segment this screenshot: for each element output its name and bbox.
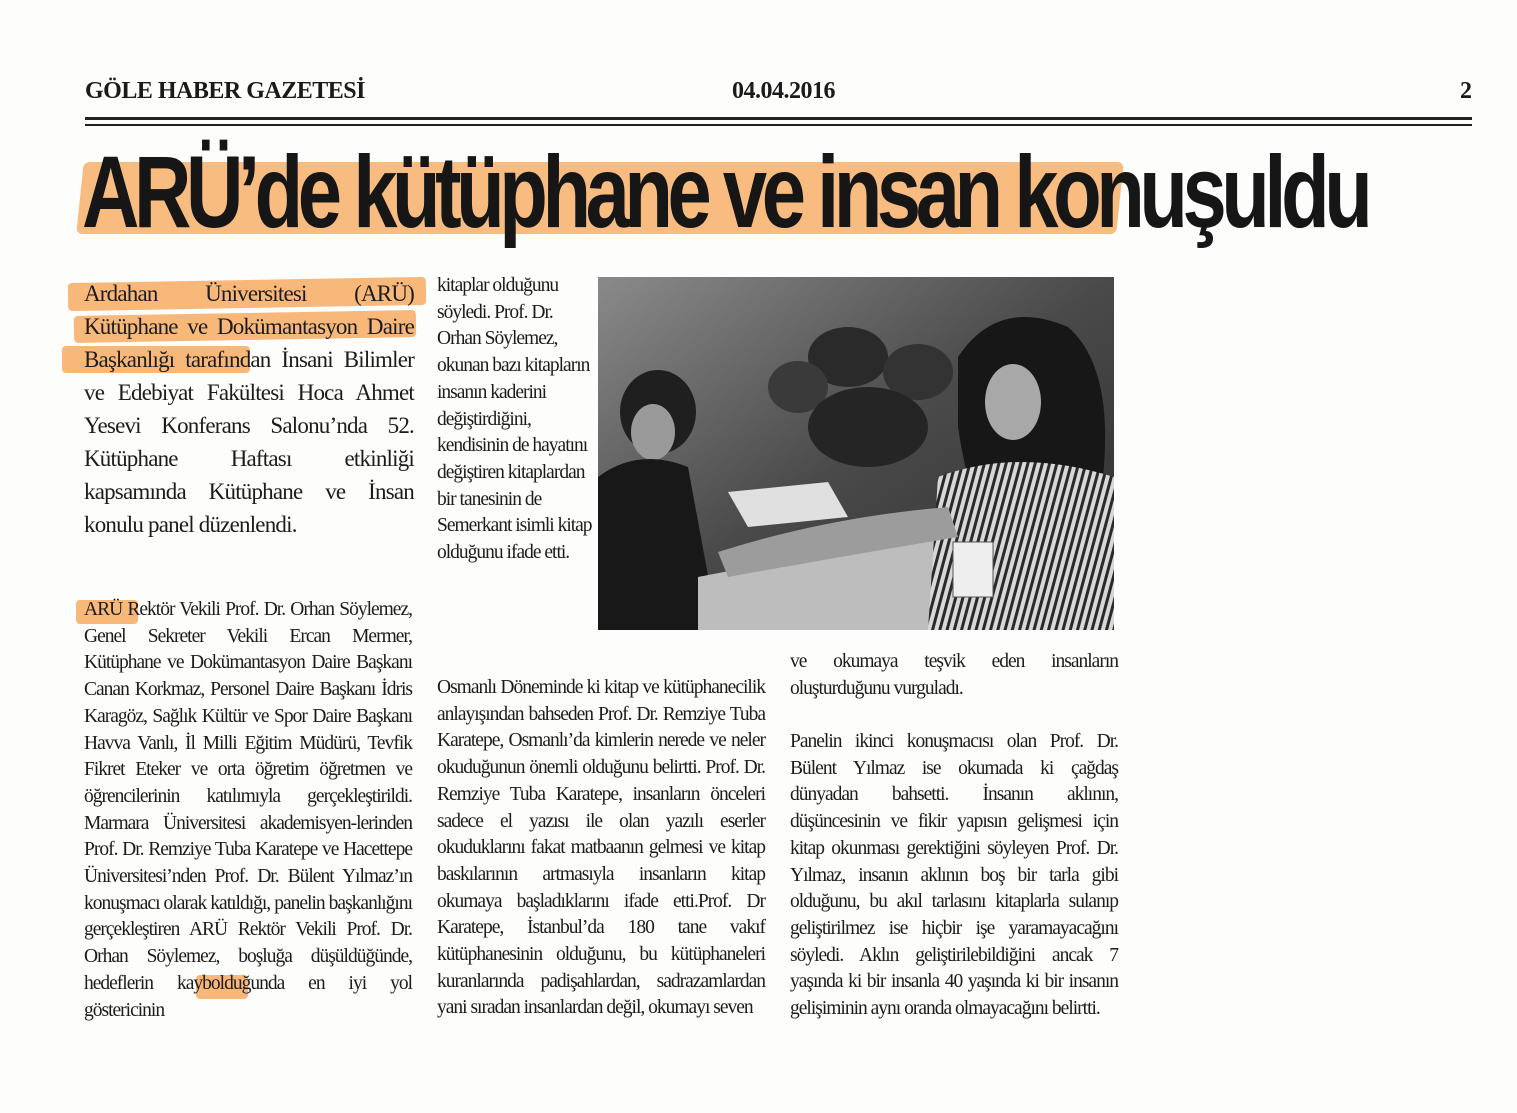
- issue-date: 04.04.2016: [732, 78, 835, 104]
- article-column-3-bottom: Panelin ikinci konuşmacısı olan Prof. Dr. Bülent Yılmaz ise okumada ki çağdaş dünyadan bahsetti. İnsanın aklının, düşüncesinin ve fikir yapısın gelişmesi için kitap okunması gerektiğini söyleyen Prof. Dr. Yılmaz, insanın aklının boş bir tarla gibi olduğunu, bu akıl tarlasını kitaplarla sulanıp geliştirilmez ise hiçbir işe yaramayacağını söyledi. Aklın geliştirilebildiğini ancak 7 yaşında ki bir insanla 40 yaşında ki bir insanın gelişiminin aynı oranda olmayacağını belirtti.: [790, 731, 1118, 1020]
- masthead-rule-thick: [85, 117, 1472, 120]
- page-number: 2: [1460, 78, 1472, 104]
- masthead-rule-thin: [85, 124, 1472, 126]
- article-column-2-bottom: Osmanlı Döneminde ki kitap ve kütüphanecilik anlayışından bahseden Prof. Dr. Remziye Tuba Karatepe, Osmanlı’da kimlerin nerede ve neler okuduğunun önemli olduğunu belirtti. Prof. Dr. Remziye Tuba Karatepe, insanların önceleri sadece el yazısı ile olan yazılı eserler okuduklarını fakat matbaanın gelmesi ve kitap baskılarının artmasıyla insanların kitap okumaya başladıklarını ifade etti.Prof. Dr Karatepe, İstanbul’da 180 tane vakıf kütüphanesinin olduğunu, bu kütüphaneleri kuranlarında padişahlardan, sadrazamlardan yani sıradan insanlardan değil, okumayı seven: [437, 677, 765, 1019]
- article-column-2-top: kitaplar olduğunu söyledi. Prof. Dr. Orhan Söylemez, okunan bazı kitapların insanın kaderini değiştirdiğini, kendisinin de hayatını değiştiren kitaplardan bir tanesinin de Semerkant isimli kitap olduğunu ifade etti.: [437, 275, 592, 564]
- article-column-1: ARÜ Rektör Vekili Prof. Dr. Orhan Söylemez, Genel Sekreter Vekili Ercan Mermer, Kütüphane ve Dokümantasyon Daire Başkanı Canan Korkmaz, Personel Daire Başkanı İdris Karagöz, Sağlık Kültür ve Spor Daire Başkanı Havva Vanlı, İl Milli Eğitim Müdürü, Tevfik Fikret Eteker ve orta öğretim öğretmen ve öğrencilerinin katılımıyla gerçekleştirildi. Marmara Üniversitesi akademisyen-lerinden Prof. Dr. Remziye Tuba Karatepe ve Hacettepe Üniversitesi’nden Prof. Dr. Bülent Yılmaz’ın konuşmacı olarak katıldığı, panelin başkanlığını gerçekleştiren ARÜ Rektör Vekili Prof. Dr. Orhan Söylemez, boşluğa düşüldüğünde, hedeflerin kaybolduğunda en iyi yol göstericinin: [84, 599, 412, 1021]
- article-column-3-top: ve okumaya teşvik eden insanların oluşturduğunu vurguladı.: [790, 651, 1118, 699]
- article-photo: [598, 277, 1114, 630]
- article-headline: ARÜ’de kütüphane ve insan konuşuldu: [82, 135, 1368, 249]
- article-lead: Ardahan Üniversitesi (ARÜ) Kütüphane ve Dokümantasyon Daire Başkanlığı tarafından İnsani Bilimler ve Edebiyat Fakültesi Hoca Ahmet Yesevi Konferans Salonu’nda 52. Kütüphane Haftası etkinliği kapsamında Kütüphane ve İnsan konulu panel düzenlendi.: [84, 281, 414, 537]
- newspaper-name: GÖLE HABER GAZETESİ: [85, 78, 365, 104]
- masthead: [85, 78, 1472, 112]
